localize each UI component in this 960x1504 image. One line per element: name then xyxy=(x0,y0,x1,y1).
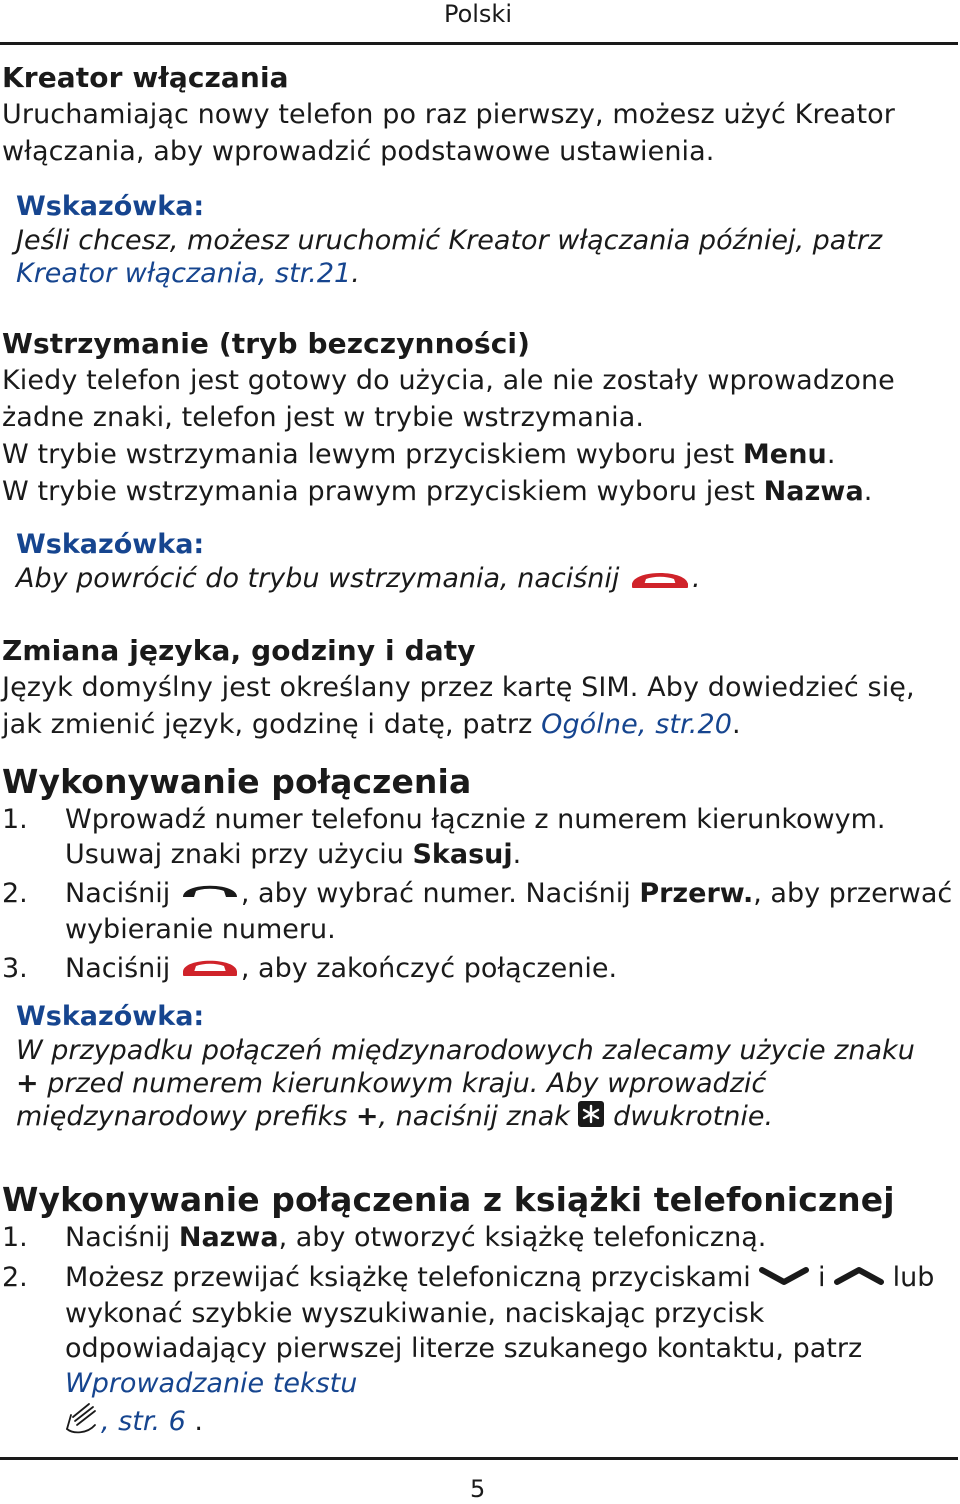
section-ksiazka xyxy=(2,1180,958,1220)
skasuj-label: Skasuj xyxy=(412,839,513,870)
kreator-body: Uruchamiając nowy telefon po raz pierwszy, możesz użyć Kreator włączania, aby wprowadzić podstawowe ustawienia. xyxy=(2,99,895,167)
nazwa-label: Nazwa xyxy=(763,476,864,507)
ogolne-link[interactable]: Ogólne, str.20 xyxy=(541,709,733,740)
wstrzymanie-p1: Kiedy telefon jest gotowy do użycia, ale nie zostały wprowadzone żadne znaki, telefon jest w trybie wstrzymania. xyxy=(2,365,895,433)
kreator-title: Kreator włączania xyxy=(2,61,289,94)
page-header-language: Polski xyxy=(443,0,512,28)
ksiazka-title: Wykonywanie połączenia z książki telefonicznej xyxy=(2,1180,895,1219)
page-number: 5 xyxy=(470,1475,486,1503)
text-input-hand-icon xyxy=(65,1401,101,1444)
str6-link[interactable]: , str. 6 xyxy=(101,1406,186,1437)
list-item: 1. Naciśnij Nazwa, aby otworzyć książkę telefoniczną. xyxy=(2,1222,767,1253)
end-call-icon xyxy=(179,952,241,987)
polaczenie-title: Wykonywanie połączenia xyxy=(2,762,472,801)
wstrzymanie-p3: W trybie wstrzymania prawym przyciskiem wyboru jest Nazwa. xyxy=(2,476,873,507)
polaczenie-list xyxy=(2,802,958,987)
polaczenie-tip: Wskazówka: W przypadku połączeń międzynarodowych zalecamy użycie znaku + przed numerem kierunkowym kraju. Aby wprowadzić międzynarodowy prefiks +, naciśnij znak dwukrotnie. xyxy=(16,1000,956,1135)
tip-label: Wskazówka: xyxy=(16,191,205,222)
scroll-up-icon xyxy=(834,1261,884,1296)
wstrzymanie-title: Wstrzymanie (tryb bezczynności) xyxy=(2,327,531,360)
star-key-icon xyxy=(578,1101,604,1135)
section-wstrzymanie xyxy=(2,326,958,510)
list-item: 3. Naciśnij , aby zakończyć połączenie. xyxy=(2,951,958,987)
header-rule xyxy=(0,42,958,45)
footer-rule xyxy=(0,1457,958,1460)
wstrzymanie-p2: W trybie wstrzymania lewym przyciskiem wyboru jest Menu. xyxy=(2,439,836,470)
scroll-down-icon xyxy=(759,1261,809,1296)
list-item: 2. Możesz przewijać książkę telefoniczną przyciskami i lub wykonać szybkie wyszukiwanie, naciskając przycisk odpowiadający pierwszej literze szukanego kontaktu, patrz Wprowadzanie tekstu , str. 6 . xyxy=(2,1260,958,1444)
kreator-link[interactable]: Kreator włączania, str.21 xyxy=(16,258,352,289)
call-icon xyxy=(179,877,241,912)
nazwa-label: Nazwa xyxy=(178,1222,279,1253)
list-item: 1. Wprowadź numer telefonu łącznie z numerem kierunkowym. Usuwaj znaki przy użyciu Skasuj. xyxy=(2,804,886,870)
wprowadzanie-link[interactable]: Wprowadzanie tekstu xyxy=(65,1368,358,1399)
end-call-icon xyxy=(628,563,692,597)
section-kreator xyxy=(2,60,958,170)
kreator-tip: Wskazówka: Jeśli chcesz, możesz uruchomić Kreator włączania później, patrz Kreator włączania, str.21. xyxy=(16,190,956,290)
section-polaczenie xyxy=(2,762,958,802)
przerw-label: Przerw. xyxy=(639,878,754,909)
ksiazka-list xyxy=(2,1220,958,1444)
list-item: 2. Naciśnij , aby wybrać numer. Naciśnij Przerw., aby przerwać wybieranie numeru. xyxy=(2,878,953,945)
section-jezyk: Zmiana języka, godziny i daty Język domyślny jest określany przez kartę SIM. Aby dowiedzieć się, jak zmienić język, godzinę i datę, patrz Ogólne, str.20. xyxy=(2,633,958,743)
menu-label: Menu xyxy=(742,439,827,470)
tip-text: Jeśli chcesz, możesz uruchomić Kreator włączania później, patrz xyxy=(16,225,883,256)
wstrzymanie-tip: Wskazówka: Aby powrócić do trybu wstrzymania, naciśnij . xyxy=(16,528,956,597)
jezyk-title: Zmiana języka, godziny i daty xyxy=(2,634,476,667)
